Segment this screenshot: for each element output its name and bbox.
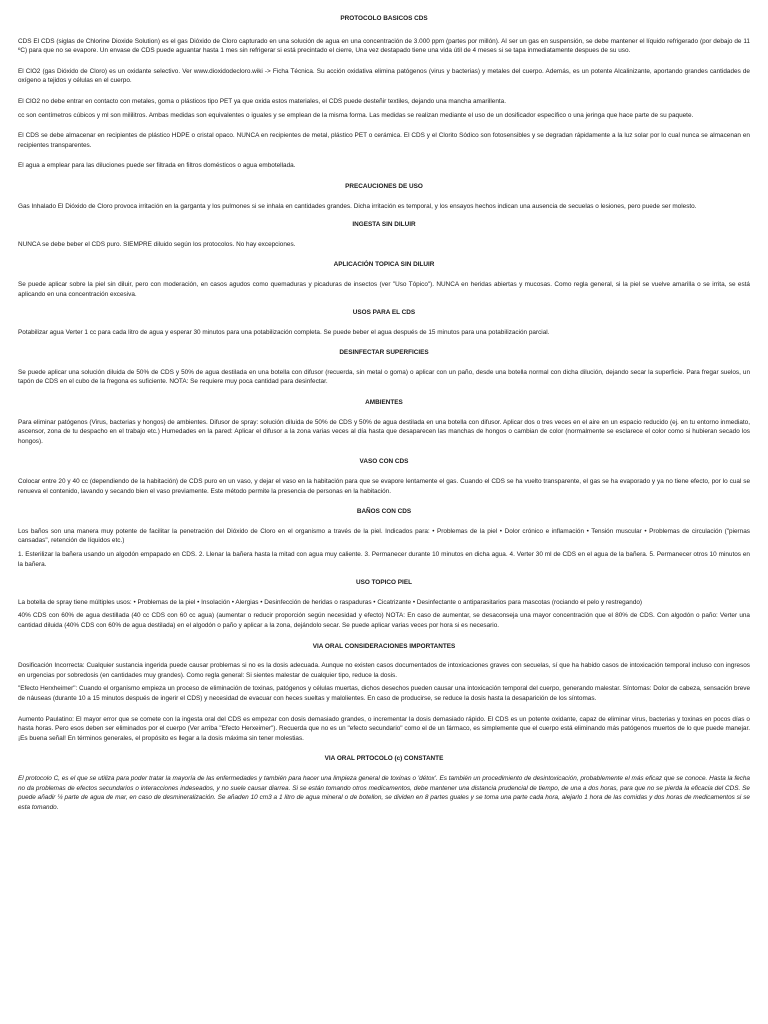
desinfectar-paragraph: Se puede aplicar una solución diluida de 50% de CDS y 50% de agua destilada en una botella con difusor (recuerda, sin metal o goma) o aplicar con un paño, desde una botella normal con dicha dilución, dejando secar la superficie. Para fregar suelos, un tapón de CDS en el cubo de la fregona es suficiente. NOTA: Se requiere muy poca cantidad para desinfectar. [18,368,750,386]
ambientes-paragraph: Para eliminar patógenos (Virus, bacterias y hongos) de ambientes. Difusor de spray: solución diluida de 50% de CDS y 50% de agua destilada en una botella con difusor. Aplicar dos o tres veces en el aire en un espacio reducido (ej. en tu entorno inmediato, ascensor, zona de tu despacho en el trabajo etc.) Humedades en la pared: Aplicar el difusor a la zona varias veces al día hasta que desaparecen las manchas de hongos o cambian de color (normalmente se esclarece el color como si hubieran secado los hongos). [18,418,750,445]
section-heading-topico: USO TOPICO PIEL [356,579,412,587]
protocolo-paragraph: El protocolo C, es el que se utiliza para poder tratar la mayoría de las enfermedades y también para hacer una limpieza general de toxinas o 'détox'. Es también un procedimiento de desintoxicación, probablemente el más eficaz que se conoce. Hasta la fecha no da problemas de efectos secundarios o interacciones indeseados, y no suele causar diarrea. Si se están tomando otros medicamentos, debe mantener una distancia prudencial de tiempo, de una a dos horas, para que no se pierda la eficacia del CDS. Se puede añadir ¼ parte de agua de mar, en caso de desmineralización. Se añaden 10 cm3 a 1 litro de agua mineral o de botellon, se dividen en 8 partes guales y se toma una parte cada hora, alejarlo 1 hora de las comidas y dos horas de medicamentos si se esta tomando. [18,774,750,811]
section-heading-desinfectar: DESINFECTAR SUPERFICIES [339,349,429,357]
ingesta-paragraph: NUNCA se debe beber el CDS puro. SIEMPRE diluido según los protocolos. No hay excepciones. [18,240,296,248]
intro-paragraph: CDS El CDS (siglas de Chlorine Dioxide Solution) es el gas Dióxido de Cloro capturado en una solución de agua en una concentración de 3.000 ppm (partes por millón). Al ser un gas en suspensión, se debe mantener el líquido refrigerado (por debajo de 11 ºC) para que no se evapore. Un envase de CDS puede aguantar hasta 1 mes sin refrigerar si está precintado el cierre, Una vez destapado tiene una vida útil de 4 meses si se tapa inmediatamente despues de su uso. [18,37,750,55]
topica-paragraph: Se puede aplicar sobre la piel sin diluir, pero con moderación, en casos agudos como quemaduras y picaduras de insectos (ver "Uso Tópico"). NUNCA en heridas abiertas y mucosas. Como regla general, si la piel se vuelve amarilla o se irrita, se está aplicando en una concentración excesiva. [18,280,750,298]
section-heading-viaoral: VIA ORAL CONSIDERACIONES IMPORTANTES [312,642,456,650]
section-heading-ingesta: INGESTA SIN DILUIR [352,221,416,229]
viaoral-paragraph: Aumento Paulatino: El mayor error que se comete con la ingesta oral del CDS es empezar con dosis demasiado grandes, o incrementar la dosis demasiado rápido. El CDS es un potente oxidante, capaz de eliminar virus, bacterias y toxinas en pocos días o hasta horas. Pero esos deben ser eliminados por el cuerpo (Ver arriba "Efecto Herxeimer"). Recuerda que no es un "efecto secundario" como el de un fármaco, es simplemente que el cuerpo está eliminando más patógenos muertos de lo que puede manejar. ¡Es buena señal! En términos generales, el propósito es llegar a la dosis máxima sin tener molestias. [18,715,750,742]
section-heading-protocolo: VIA ORAL PRTOCOLO (c) CONSTANTE [324,755,444,763]
section-heading-banos: BAÑOS CON CDS [356,508,412,516]
intro-paragraph: El ClO2 no debe entrar en contacto con metales, goma o plásticos tipo PET ya que oxida estos materiales, el CDS puede desteñir textiles, dejando una mancha amarillenta. [18,97,506,105]
section-heading-topica: APLICACIÓN TOPICA SIN DILUIR [333,261,435,269]
intro-paragraph: cc son centímetros cúbicos y ml son mililitros. Ambas medidas son equivalentes o iguales y se emplean de la misma forma. Las medidas se realizan mediante el uso de un dosificador específico o una jeringa que hace parte de su paquete. [18,111,694,119]
precauciones-paragraph: Gas Inhalado El Dióxido de Cloro provoca irritación en la garganta y los pulmones si se inhala en cantidades grandes. Dicha irritación es temporal, y los ensayos hechos indican una ausencia de secuelas o lesiones, pero puede ser molesto. [18,202,697,210]
intro-paragraph: El agua a emplear para las diluciones puede ser filtrada en filtros domésticos o agua embotellada. [18,162,296,170]
banos-paragraph: Los baños son una manera muy potente de facilitar la penetración del Dióxido de Cloro en el organismo a través de la piel. Indicados para: • Problemas de la piel • Dolor crónico e inflamación • Tensión muscular • Problemas de circulación ("piernas cansadas", retención de líquidos etc.) [18,527,750,545]
topico-paragraph: 40% CDS con 60% de agua destillada (40 cc CDS con 60 cc agua) (aumentar o reducir proporción según necesidad y efecto) NOTA: En caso de aumentar, se desaconseja una mayor concentración que el 80% de CDS. Con algodón o paño: Verter una cantidad diluida (40% CDS con 60% de agua destilada) en el algodón o paño y aplicar a la zona, dejándolo secar. Se puede aplicar varias veces por hora si es necesario. [18,612,750,629]
viaoral-paragraph: Dosificación Incorrecta: Cualquier sustancia ingerida puede causar problemas si no es la dosis adecuada. Aunque no existen casos documentados de intoxicaciones graves con secuelas, sí que ha habido casos de intoxicación temporal incluso con ingresos en urgencias por sobredosis (en cantidades muy grandes). Como regla general: Si sientes malestar de cualquier tipo, reduce la dosis. [18,662,750,679]
section-heading-vaso: VASO CON CDS [359,458,409,466]
usos-paragraph: Potabilizar agua Verter 1 cc para cada litro de agua y esperar 30 minutos para una potabilización completa. Se puede beber el agua después de 15 minutos para una potabilización parcial. [18,328,550,336]
section-heading-precauciones: PRECAUCIONES DE USO [345,182,423,190]
topico-paragraph: La botella de spray tiene múltiples usos: • Problemas de la piel • Insolación • Alergias • Desinfección de heridas o raspaduras • Cicatrizante • Desinfectante o antiparasitarios para mascotas (rociando el pelo y restregando) [18,598,643,606]
intro-paragraph: El CDS se debe almacenar en recipientes de plástico HDPE o cristal opaco. NUNCA en recipientes de metal, plástico PET o cerámica. El CDS y el Clorito Sódico son fotosensibles y se degradan rápidamente a la luz solar por lo cual nunca se almacenan en recipientes transparentes. [18,132,750,149]
vaso-paragraph: Colocar entre 20 y 40 cc (dependiendo de la habitación) de CDS puro en un vaso, y dejar el vaso en la habitación para que se evapore lentamente el gas. Cuando el CDS se ha vuelto transparente, el gas se ha evaporado y ya no tiene efecto, por lo cual se renueva el contenido, lavando y secando bien el vaso previamente. Este método permite la presencia de personas en la habitación. [18,478,750,495]
viaoral-paragraph: "Efecto Herxheimer": Cuando el organismo empieza un proceso de eliminación de toxinas, patógenos y células muertas, dichos desechos pueden causar una intoxicación temporal del cuerpo, generando malestar. Síntomas: Dolor de cabeza, sensación breve de náuseas (durante 10 a 15 minutos después de ingerir el CDS) y necesidad de evacuar con heces sueltas y malolientes. En caso de producirse, se reduce la dosis hasta la desaparición de los síntomas. [18,685,750,702]
banos-steps: 1. Esterilizar la bañera usando un algodón empapado en CDS. 2. Llenar la bañera hasta la mitad con agua muy caliente. 3. Permanecer durante 10 minutos en dicha agua. 4. Verter 30 ml de CDS en el agua de la bañera. 5. Permanecer otros 10 minutos en la bañera. [18,551,750,568]
section-heading-ambientes: AMBIENTES [365,399,403,407]
section-heading-usos: USOS PARA EL CDS [352,309,416,317]
document-title: PROTOCOLO BASICOS CDS [340,15,428,22]
intro-paragraph: El ClO2 (gas Dióxido de Cloro) es un oxidante selectivo. Ver www.dioxidodecloro.wiki -> Ficha Técnica. Su acción oxidativa elimina patógenos (virus y bacterias) y metales del cuerpo. Además, es un potente Alcalinizante, aportando grandes cantidades de oxígeno a tejidos y células en el cuerpo. [18,67,750,85]
